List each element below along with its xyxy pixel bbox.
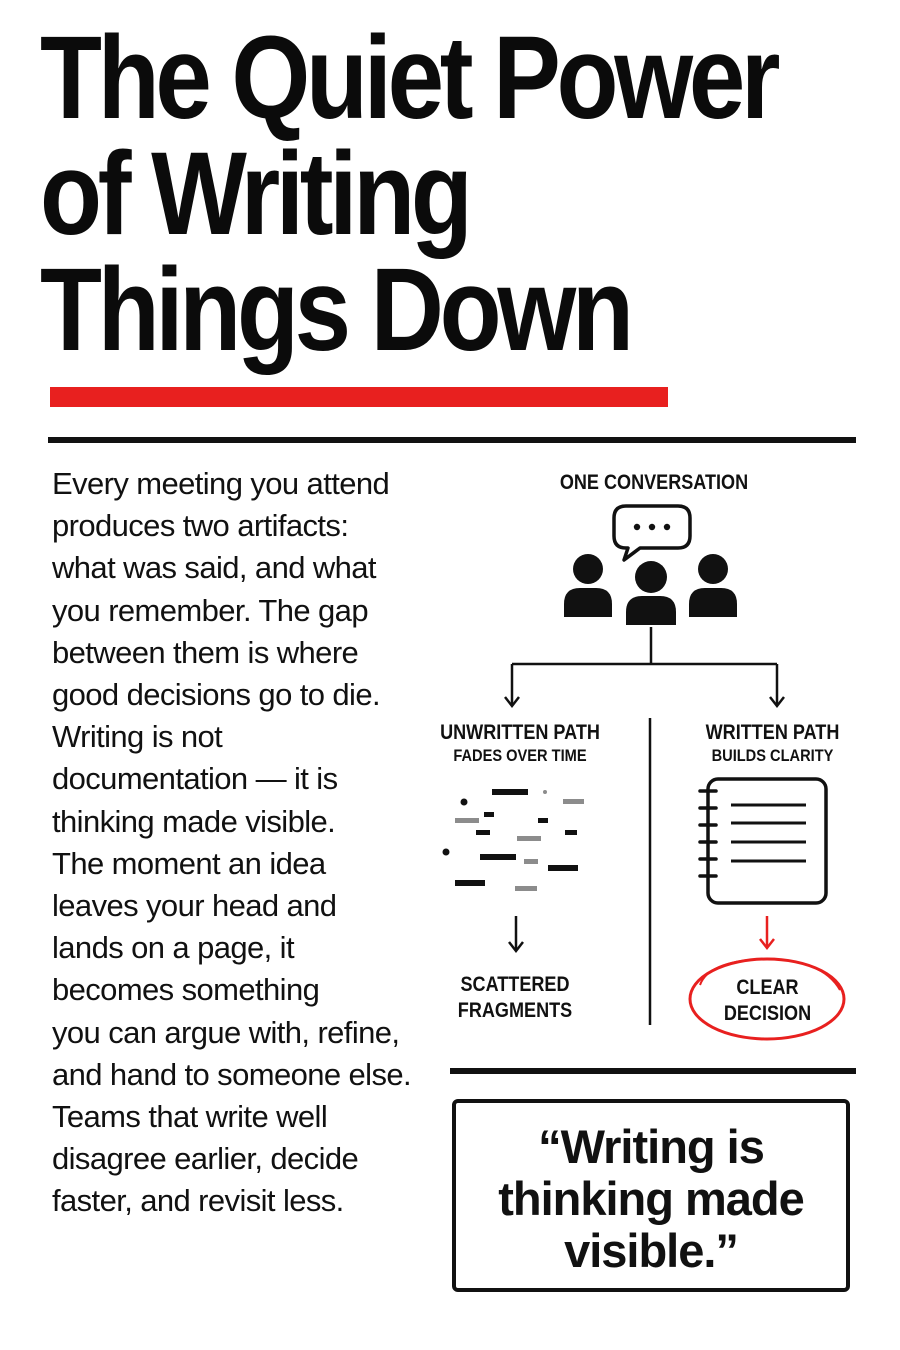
body-line: what was said, and what: [52, 550, 376, 586]
outcome-line: FRAGMENTS: [457, 999, 573, 1022]
quote-divider-rule: [450, 1068, 856, 1074]
body-line: Every meeting you attend: [52, 466, 390, 501]
scattered-fragments-label: [433, 972, 596, 1024]
body-line: and hand to someone else.: [52, 1056, 411, 1092]
body-line: between them is where: [52, 634, 359, 670]
unwritten-path-title: UNWRITTEN PATH: [440, 721, 600, 744]
body-line: lands on a page, it: [52, 930, 294, 966]
body-line: Writing is not: [52, 719, 223, 755]
outcome-line: SCATTERED: [460, 973, 570, 996]
arrow-down-icon: [760, 916, 774, 948]
outcome-line: CLEAR: [736, 976, 799, 999]
body-line: becomes something: [52, 972, 320, 1008]
body-line: leaves your head and: [52, 888, 337, 924]
branch-connector: [512, 627, 777, 704]
people-group-icon: [564, 554, 737, 625]
outcome-line: DECISION: [723, 1002, 812, 1025]
arrow-down-icon: [505, 697, 784, 706]
quote-line: thinking made: [498, 1172, 804, 1225]
body-line: you remember. The gap: [52, 592, 368, 628]
body-line: The moment an idea: [52, 845, 326, 881]
body-line: thinking made visible.: [52, 803, 336, 839]
title-line-3: Things Down: [40, 244, 630, 376]
pull-quote-box: [452, 1099, 850, 1292]
unwritten-path-subtitle: FADES OVER TIME: [453, 746, 587, 765]
scattered-fragments-icon: [443, 789, 585, 891]
body-line: disagree earlier, decide: [52, 1141, 359, 1177]
arrow-down-icon: [509, 916, 523, 951]
written-path-title: WRITTEN PATH: [705, 721, 840, 744]
title-line-1: The Quiet Power: [40, 12, 777, 144]
notebook-icon: [700, 779, 826, 903]
quote-line: “Writing is: [538, 1120, 764, 1173]
body-line: you can argue with, refine,: [52, 1014, 400, 1050]
one-conversation-label: ONE CONVERSATION: [559, 471, 749, 494]
written-path-subtitle: BUILDS CLARITY: [711, 746, 834, 765]
pull-quote: [456, 1121, 846, 1277]
body-line: faster, and revisit less.: [52, 1183, 344, 1219]
title-line-2: of Writing: [40, 128, 469, 260]
body-line: documentation — it is: [52, 761, 338, 797]
body-line: good decisions go to die.: [52, 677, 380, 713]
speech-bubble-icon: [614, 506, 690, 560]
body-line: Teams that write well: [52, 1099, 328, 1135]
quote-line: visible.”: [564, 1224, 738, 1277]
body-line: produces two artifacts:: [52, 508, 349, 544]
clear-decision-label: [701, 975, 834, 1027]
